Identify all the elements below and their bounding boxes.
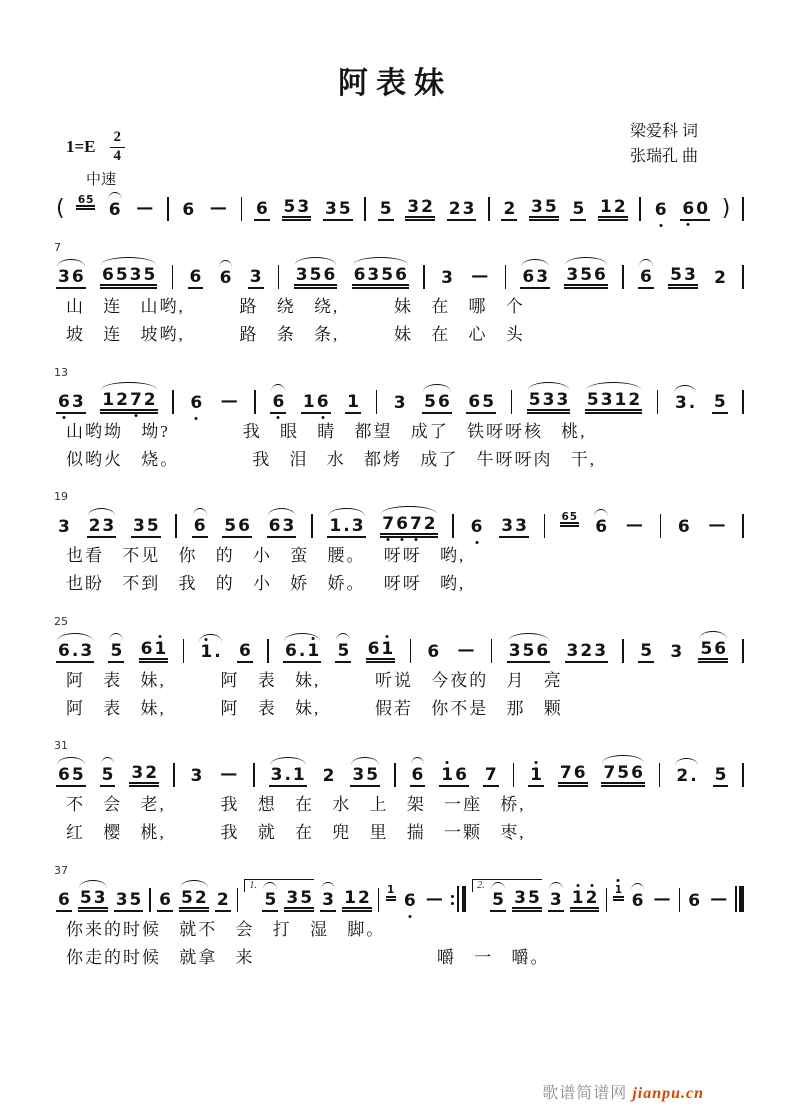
note: 1	[528, 767, 544, 787]
barline	[622, 265, 624, 289]
barline	[742, 763, 744, 787]
measure-number: 13	[54, 365, 68, 379]
time-signature-numerator: 2	[110, 130, 126, 148]
note: 3	[549, 889, 562, 910]
barline	[183, 639, 185, 663]
barline	[149, 888, 151, 912]
note: 5 3	[78, 890, 108, 912]
barline	[657, 390, 659, 414]
note: 1 .	[198, 644, 222, 663]
note: 3	[58, 517, 70, 537]
note: 1 2	[342, 890, 372, 912]
note: 6	[255, 199, 268, 219]
note: 2	[216, 889, 229, 910]
dash: —	[425, 888, 443, 909]
note: 6	[653, 202, 669, 221]
note: 2 .	[676, 766, 697, 786]
barline	[237, 888, 239, 912]
measure-number: 37	[54, 863, 68, 877]
barline	[452, 514, 454, 538]
music-system	[54, 490, 744, 595]
note: 2 3	[88, 516, 115, 536]
lyric-line: 你来的时候 就不 会 打 湿 脚。	[66, 919, 386, 939]
grace-note: 1	[613, 885, 623, 901]
note: 3 . 1	[270, 765, 305, 785]
barline	[364, 197, 366, 221]
note: 5 6	[424, 391, 450, 412]
dash: —	[220, 390, 238, 411]
barline	[278, 265, 280, 289]
music-system	[54, 739, 744, 844]
grace-note: 6 5	[560, 512, 579, 528]
note: 6	[182, 200, 195, 220]
note: 1 2 7 2	[100, 392, 157, 414]
note: 6	[469, 519, 485, 538]
note: 3 2	[129, 765, 159, 787]
barline	[172, 390, 174, 414]
note: 7	[484, 765, 497, 785]
tempo-marking: 中速	[86, 171, 117, 188]
barline	[742, 514, 744, 538]
barline	[267, 639, 269, 663]
note: 3	[249, 267, 262, 287]
note: 6	[219, 268, 232, 288]
barline	[622, 639, 624, 663]
note: 6	[239, 640, 251, 661]
notes-row	[56, 757, 744, 787]
barline	[659, 763, 661, 787]
note: 3 5	[352, 765, 379, 785]
note: 1 6	[301, 394, 331, 414]
barline	[742, 265, 744, 289]
watermark-site-name: 歌谱简谱网	[542, 1085, 628, 1102]
note: 6	[677, 517, 690, 537]
note: 3	[393, 392, 406, 413]
note: 5	[640, 640, 653, 661]
barline	[172, 265, 174, 289]
volta-label: 2.	[472, 879, 542, 892]
note: 6 3 5 6	[352, 267, 409, 289]
lyric-line: 你走的时候 就拿 来 嚼 一 嚼。	[66, 947, 550, 967]
barline	[742, 197, 744, 221]
note: 3 5	[132, 516, 159, 536]
barline	[410, 639, 412, 663]
barline	[378, 888, 380, 912]
grace-note: 1	[386, 885, 396, 901]
watermark-site-url: jianpu.cn	[632, 1085, 704, 1102]
barline	[254, 390, 256, 414]
dash: —	[209, 198, 227, 218]
note: 6 5 3 5	[100, 267, 157, 289]
lyric-line: 阿 表 妹, 阿 表 妹, 假若 你不是 那 颗	[66, 698, 563, 718]
note: 6 . 1	[283, 643, 321, 663]
barline	[173, 763, 175, 787]
measure-number: 7	[54, 241, 61, 254]
note: 6	[189, 267, 202, 287]
note: 5 3	[668, 267, 698, 289]
note: 3 .	[674, 392, 696, 413]
note: 5 3 3	[527, 392, 571, 414]
key-signature: 1=E	[66, 137, 96, 157]
note: 5 3 1 2	[585, 392, 642, 414]
note: 2 3	[448, 199, 475, 219]
barline	[511, 390, 513, 414]
note: 3 6	[58, 267, 84, 287]
notes-row	[56, 384, 744, 414]
time-signature-denominator: 4	[113, 147, 122, 164]
note: 3 3	[501, 516, 527, 536]
note: 7 5 6	[601, 765, 645, 787]
note: 6	[631, 890, 644, 911]
barline	[660, 514, 662, 538]
barline	[544, 514, 546, 538]
note: 3 2	[405, 199, 435, 221]
music-system	[54, 614, 744, 720]
note: 2	[714, 268, 726, 288]
note: 6	[188, 395, 204, 414]
note: 6	[688, 890, 701, 911]
barline	[394, 763, 396, 787]
note: 6	[427, 641, 440, 662]
lyricist-credit: 梁爱科 词	[629, 123, 698, 140]
barline	[488, 197, 490, 221]
note: 7 6	[558, 765, 588, 787]
parenthesis: (	[56, 196, 65, 221]
note: 6	[108, 200, 121, 220]
note: 5	[713, 391, 726, 412]
dash: —	[708, 515, 726, 535]
final-barline	[735, 886, 744, 912]
barline	[491, 639, 493, 663]
note: 3 5	[284, 890, 314, 912]
note: 5	[337, 640, 350, 661]
credits	[630, 120, 698, 170]
lyric-line: 山哟坳 坳? 我 眼 睛 都望 成了 铁呀呀核 桃,	[66, 421, 587, 441]
notes-row	[56, 259, 744, 289]
notes-row	[56, 879, 744, 912]
systems	[56, 176, 744, 991]
barline	[679, 888, 681, 912]
note: 6	[270, 394, 286, 414]
note: 5	[110, 640, 123, 661]
note: 6	[640, 267, 652, 287]
dash: —	[471, 266, 489, 286]
note: 3 5	[512, 890, 542, 912]
note: 6	[159, 889, 171, 910]
barline	[742, 639, 744, 663]
note: 3 5 6	[508, 640, 549, 661]
music-system	[54, 365, 744, 471]
notes-row	[56, 633, 744, 663]
note: 3 5 6	[294, 267, 338, 289]
notes-row	[56, 508, 744, 538]
note: 5 2	[179, 890, 209, 912]
note: 6	[58, 889, 70, 910]
note: 6	[402, 893, 418, 912]
barline	[513, 763, 515, 787]
note: 5 3	[282, 199, 312, 221]
note: 1	[347, 391, 359, 412]
dash: —	[710, 888, 728, 909]
note: 5	[492, 889, 505, 910]
barline	[606, 888, 608, 912]
note: 5	[572, 199, 585, 219]
dash: —	[220, 764, 238, 784]
dash: —	[625, 515, 643, 535]
lyric-line: 坡 连 坡哟, 路 条 条, 妹 在 心 头	[66, 325, 525, 345]
note: 6 1	[139, 641, 169, 663]
note: 2	[322, 766, 335, 786]
note: 1 2	[570, 890, 600, 912]
note: 7 6 7 2	[380, 516, 437, 538]
barline	[253, 763, 255, 787]
lyric-line: 红 樱 桃, 我 就 在 兜 里 揣 一颗 枣,	[66, 823, 526, 843]
measure-number: 25	[54, 614, 68, 628]
barline	[423, 265, 425, 289]
lyric-line: 山 连 山哟, 路 绕 绕, 妹 在 哪 个	[66, 297, 525, 316]
dash: —	[457, 639, 475, 660]
notes-row	[56, 191, 744, 221]
note: 5	[264, 889, 277, 910]
note: 3 5	[529, 199, 559, 221]
note: 3 2 3	[566, 640, 607, 661]
music-system	[54, 863, 744, 969]
barline	[639, 197, 641, 221]
grace-note: 6 5	[76, 195, 95, 211]
time-signature	[110, 130, 126, 165]
dash: —	[653, 888, 671, 909]
note: 1 2	[598, 199, 628, 221]
composer-credit: 张瑞孔 曲	[629, 147, 698, 165]
barline	[505, 265, 507, 289]
note: 3 5	[324, 199, 351, 219]
lyric-line: 也盼 不到 我 的 小 娇 娇。 呀呀 哟,	[66, 574, 466, 594]
note: 5	[101, 765, 114, 785]
note: 6 5	[58, 765, 84, 785]
lyric-line: 似哟火 烧。 我 泪 水 都烤 成了 牛呀呀肉 干,	[66, 449, 596, 469]
note: 3 5	[115, 889, 142, 910]
note: 6 . 3	[58, 640, 93, 661]
note: 3 5 6	[564, 267, 608, 289]
note: 3	[190, 766, 203, 786]
barline	[311, 514, 313, 538]
music-system	[56, 176, 744, 221]
note: 6 3	[522, 267, 549, 287]
page-title: 阿表妹	[338, 67, 452, 100]
note: 6 1	[366, 641, 396, 663]
lyric-line: 阿 表 妹, 阿 表 妹, 听说 今夜的 月 亮	[66, 670, 563, 690]
watermark	[542, 1080, 704, 1103]
barline	[241, 197, 243, 221]
note: 3	[441, 268, 453, 288]
note: 2	[503, 199, 516, 219]
lyric-line: 也看 不见 你 的 小 蛮 腰。 呀呀 哟,	[66, 546, 466, 565]
note: 3	[670, 641, 683, 662]
parenthesis: )	[721, 196, 731, 221]
note: 5	[379, 199, 392, 219]
note: 5 6	[224, 516, 250, 536]
note: 3	[322, 889, 335, 910]
note: 6	[193, 516, 206, 536]
volta-label: 1.	[244, 879, 314, 892]
note: 6	[411, 765, 424, 785]
lyric-line: 不 会 老, 我 想 在 水 上 架 一座 桥,	[66, 795, 526, 814]
note: 6 3	[268, 516, 295, 536]
note: 1 . 3	[329, 516, 364, 536]
note: 5	[714, 765, 727, 785]
measure-number: 31	[54, 739, 68, 752]
note: 6 5	[468, 391, 495, 412]
barline	[175, 514, 177, 538]
barline	[742, 390, 744, 414]
repeat-barline	[451, 886, 466, 912]
note: 6 0	[680, 201, 710, 221]
note: 5 6	[698, 641, 728, 663]
measure-number: 19	[54, 490, 68, 503]
note: 1 6	[439, 767, 469, 787]
barline	[167, 197, 169, 221]
music-system	[54, 241, 744, 346]
barline	[376, 390, 378, 414]
note: 6 3	[56, 394, 86, 414]
note: 6	[595, 517, 608, 537]
dash: —	[136, 198, 154, 218]
